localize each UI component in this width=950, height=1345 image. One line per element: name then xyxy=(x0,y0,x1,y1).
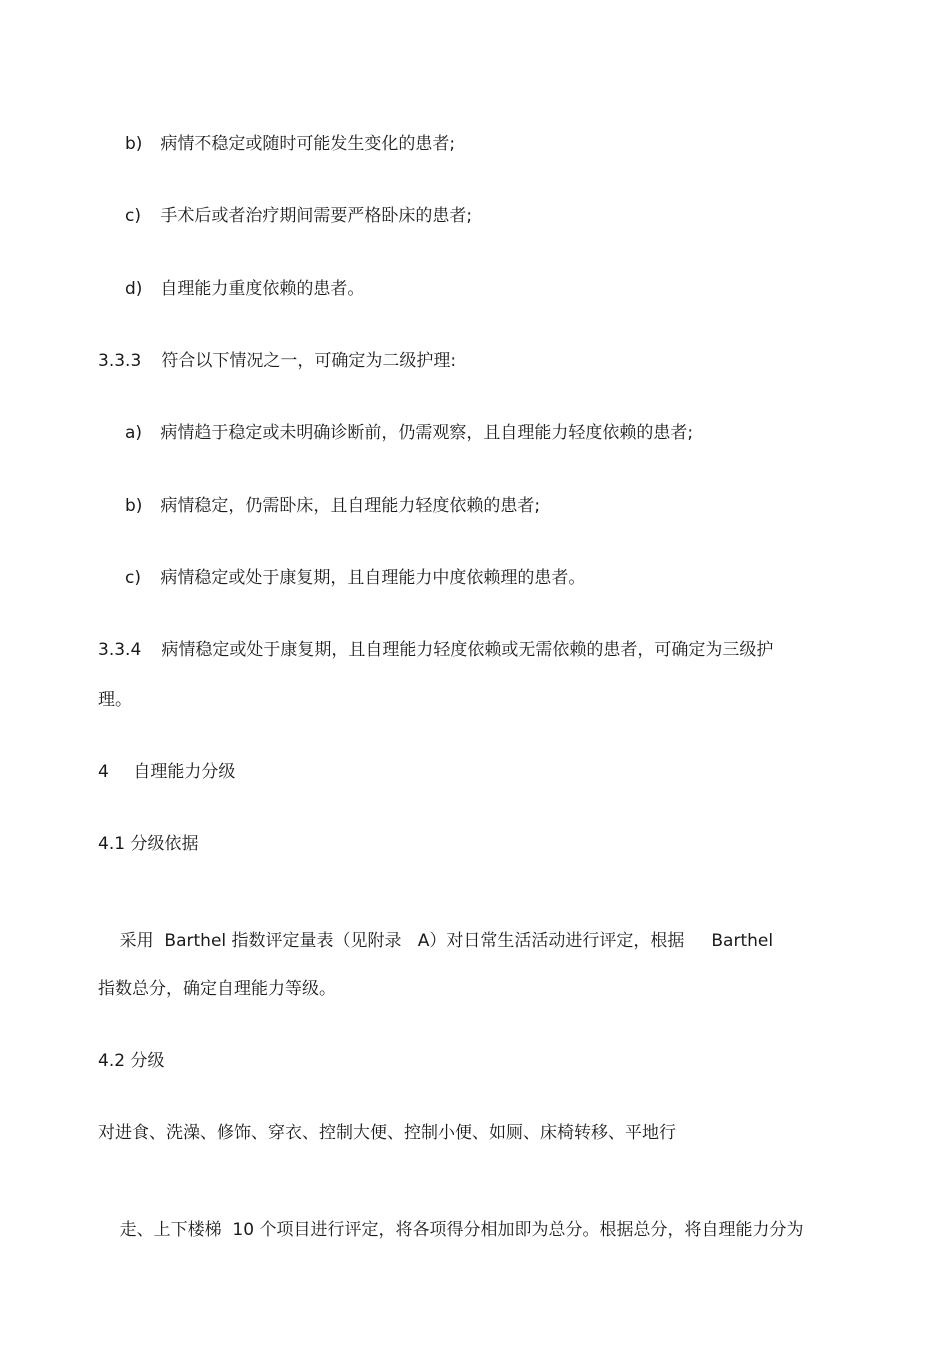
list-item-text: 自理能力重度依赖的患者。 xyxy=(160,279,365,299)
paragraph-continuation xyxy=(98,688,132,712)
list-item-text: 病情趋于稳定或未明确诊断前，仍需观察，且自理能力轻度依赖的患者; xyxy=(160,423,694,443)
subsection-heading-4-2 xyxy=(98,1049,164,1073)
list-item-a xyxy=(125,421,693,445)
list-item-c xyxy=(125,566,585,590)
section-heading-text: 自理能力分级 xyxy=(133,762,236,782)
list-item-text: 病情不稳定或随时可能发生变化的患者; xyxy=(160,134,456,154)
list-item-text: 病情稳定，仍需卧床，且自理能力轻度依赖的患者; xyxy=(160,496,541,516)
section-3-3-3 xyxy=(98,349,456,373)
section-number: 3.3.3 xyxy=(98,351,142,371)
list-marker: b) xyxy=(125,134,143,154)
section-number: 3.3.4 xyxy=(98,640,142,660)
paragraph-text: 采用 Barthel 指数评定量表（见附录 A）对日常生活活动进行评定，根据 Barthel xyxy=(119,931,774,951)
list-item-c xyxy=(125,204,472,228)
section-3-3-4 xyxy=(98,638,773,662)
list-marker: d) xyxy=(125,279,143,299)
list-marker: a) xyxy=(125,423,143,443)
paragraph-text: 指数总分，确定自理能力等级。 xyxy=(98,979,336,999)
list-item-b xyxy=(125,494,540,518)
section-number: 4 xyxy=(98,762,109,782)
paragraph-line xyxy=(98,1121,676,1145)
section-heading-4 xyxy=(98,760,235,784)
paragraph-text: 走、上下楼梯 10 个项目进行评定，将各项得分相加即为总分。根据总分，将自理能力分为 xyxy=(119,1220,804,1240)
list-marker: b) xyxy=(125,496,143,516)
list-item-text: 病情稳定或处于康复期，且自理能力中度依赖理的患者。 xyxy=(160,568,586,588)
list-item-text: 手术后或者治疗期间需要严格卧床的患者; xyxy=(160,206,473,226)
subsection-heading-text: 4.1 分级依据 xyxy=(98,834,199,854)
paragraph-line xyxy=(98,1194,803,1266)
list-marker: c) xyxy=(125,206,141,226)
subsection-heading-4-1 xyxy=(98,832,198,856)
section-text: 符合以下情况之一，可确定为二级护理: xyxy=(161,351,457,371)
section-text: 病情稳定或处于康复期，且自理能力轻度依赖或无需依赖的患者，可确定为三级护 xyxy=(161,640,774,660)
paragraph-line xyxy=(98,905,773,977)
paragraph-line xyxy=(98,977,336,1001)
paragraph-text: 对进食、洗澡、修饰、穿衣、控制大便、控制小便、如厕、床椅转移、平地行 xyxy=(98,1123,676,1143)
paragraph-text: 理。 xyxy=(98,690,132,710)
list-item-b xyxy=(125,132,455,156)
subsection-heading-text: 4.2 分级 xyxy=(98,1051,165,1071)
list-marker: c) xyxy=(125,568,141,588)
list-item-d xyxy=(125,277,364,301)
